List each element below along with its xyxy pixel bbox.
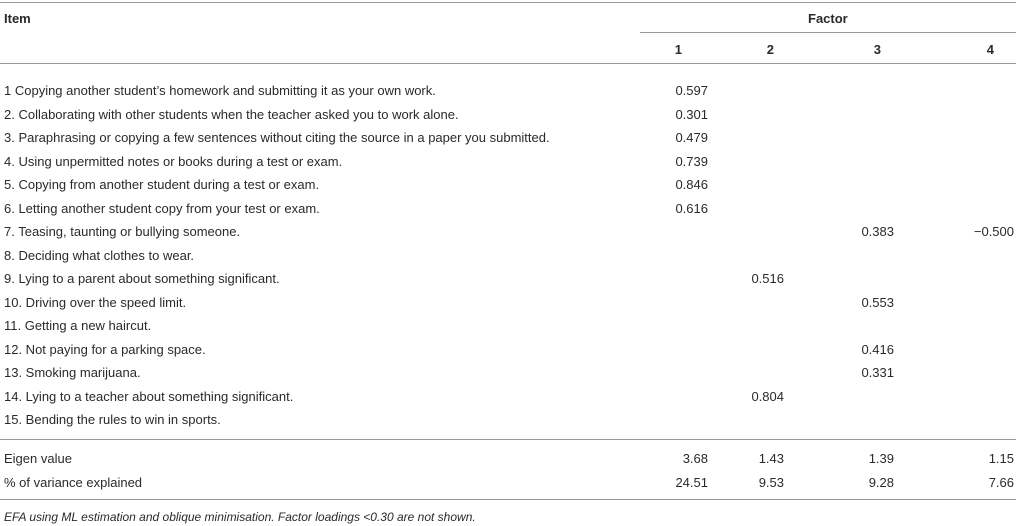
row-item-label: 10. Driving over the speed limit. [4,295,187,310]
factor-loading-cell: −0.500 [973,224,1014,239]
summary-value-cell: 7.66 [988,475,1014,490]
factor-header-rule [640,32,1016,33]
factor-loading-cell: 0.553 [861,295,894,310]
factor-3-header: 3 [873,42,881,57]
factor-loading-cell: 0.739 [675,154,708,169]
summary-value-cell: 9.28 [868,475,894,490]
row-item-label: 2. Collaborating with other students when the teacher asked you to work alone. [4,107,459,122]
table-bottom-rule [0,499,1016,500]
factor-loading-cell: 0.301 [675,107,708,122]
item-column-header: Item [4,11,31,26]
factor-1-header: 1 [674,42,682,57]
body-bottom-rule [0,439,1016,440]
factor-2-header: 2 [766,42,774,57]
factor-loading-cell: 0.331 [861,365,894,380]
row-item-label: 8. Deciding what clothes to wear. [4,248,195,263]
row-item-label: 5. Copying from another student during a test or exam. [4,177,320,192]
summary-value-cell: 3.68 [682,451,708,466]
factor-group-header: Factor [808,11,848,26]
summary-value-cell: 1.39 [868,451,894,466]
row-item-label: 11. Getting a new haircut. [4,318,152,333]
summary-value-cell: 24.51 [675,475,708,490]
row-item-label: 6. Letting another student copy from your test or exam. [4,201,320,216]
summary-label: Eigen value [4,451,72,466]
table-top-rule [0,2,1016,3]
factor-4-header: 4 [986,42,994,57]
summary-value-cell: 1.15 [988,451,1014,466]
factor-loading-cell: 0.516 [751,271,784,286]
table-footnote: EFA using ML estimation and oblique minimisation. Factor loadings <0.30 are not shown. [4,510,476,524]
row-item-label: 1 Copying another student’s homework and submitting it as your own work. [4,83,436,98]
factor-loading-cell: 0.846 [675,177,708,192]
row-item-label: 14. Lying to a teacher about something significant. [4,389,294,404]
factor-loading-cell: 0.383 [861,224,894,239]
row-item-label: 12. Not paying for a parking space. [4,342,206,357]
factor-loading-cell: 0.479 [675,130,708,145]
row-item-label: 7. Teasing, taunting or bullying someone. [4,224,241,239]
factor-loading-cell: 0.616 [675,201,708,216]
summary-label: % of variance explained [4,475,143,490]
row-item-label: 15. Bending the rules to win in sports. [4,412,221,427]
factor-loading-cell: 0.804 [751,389,784,404]
factor-loading-cell: 0.416 [861,342,894,357]
row-item-label: 3. Paraphrasing or copying a few sentences without citing the source in a paper you submitted. [4,130,550,145]
summary-value-cell: 9.53 [758,475,784,490]
row-item-label: 13. Smoking marijuana. [4,365,141,380]
row-item-label: 9. Lying to a parent about something significant. [4,271,280,286]
factor-loading-cell: 0.597 [675,83,708,98]
header-bottom-rule [0,63,1016,64]
row-item-label: 4. Using unpermitted notes or books during a test or exam. [4,154,343,169]
summary-value-cell: 1.43 [758,451,784,466]
